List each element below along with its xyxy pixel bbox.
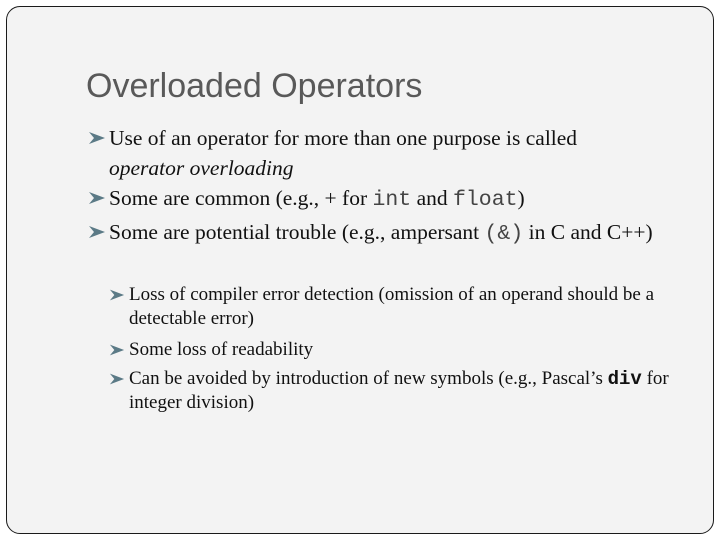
bullet-2-pre: Some are common (e.g., + for bbox=[109, 186, 373, 210]
sub-bullet-3-code: div bbox=[607, 368, 642, 390]
bullet-3-code: (&) bbox=[484, 222, 524, 246]
slide-body bbox=[7, 7, 713, 533]
bullet-1-text: Use of an operator for more than one purpose is called bbox=[109, 126, 578, 150]
sub-bullet-3 bbox=[129, 367, 699, 415]
arrowhead-bullet-icon bbox=[109, 338, 127, 362]
bullet-2-mid: and bbox=[411, 186, 453, 210]
bullet-2-code-float: float bbox=[453, 188, 518, 212]
bullet-2 bbox=[109, 183, 699, 215]
sub-bullet-3-post: for integer division) bbox=[129, 368, 669, 413]
slide-title: Overloaded Operators bbox=[86, 67, 423, 105]
sub-bullet-2-text: Some loss of readability bbox=[129, 339, 314, 360]
arrowhead-bullet-icon bbox=[88, 217, 106, 247]
bullet-2-code-int: int bbox=[372, 188, 412, 212]
sub-bullet-2 bbox=[129, 338, 699, 362]
sub-bullet-3-pre: Can be avoided by introduction of new symbols (e.g., Pascal’s bbox=[129, 368, 608, 389]
sub-bullet-1-text: Loss of compiler error detection (omission of an operand should be a detectable error) bbox=[129, 284, 654, 329]
arrowhead-bullet-icon bbox=[109, 367, 127, 391]
bullet-3 bbox=[109, 217, 699, 249]
slide bbox=[6, 6, 714, 534]
arrowhead-bullet-icon bbox=[88, 123, 106, 153]
bullet-1 bbox=[109, 123, 699, 183]
arrowhead-bullet-icon bbox=[88, 183, 106, 213]
bullet-3-post: in C and C++) bbox=[523, 220, 653, 244]
arrowhead-bullet-icon bbox=[109, 283, 127, 307]
bullet-1-italic: operator overloading bbox=[109, 156, 294, 180]
bullet-3-pre: Some are potential trouble (e.g., ampersant bbox=[109, 220, 485, 244]
bullet-2-post: ) bbox=[517, 186, 525, 210]
sub-bullet-1 bbox=[129, 283, 699, 331]
